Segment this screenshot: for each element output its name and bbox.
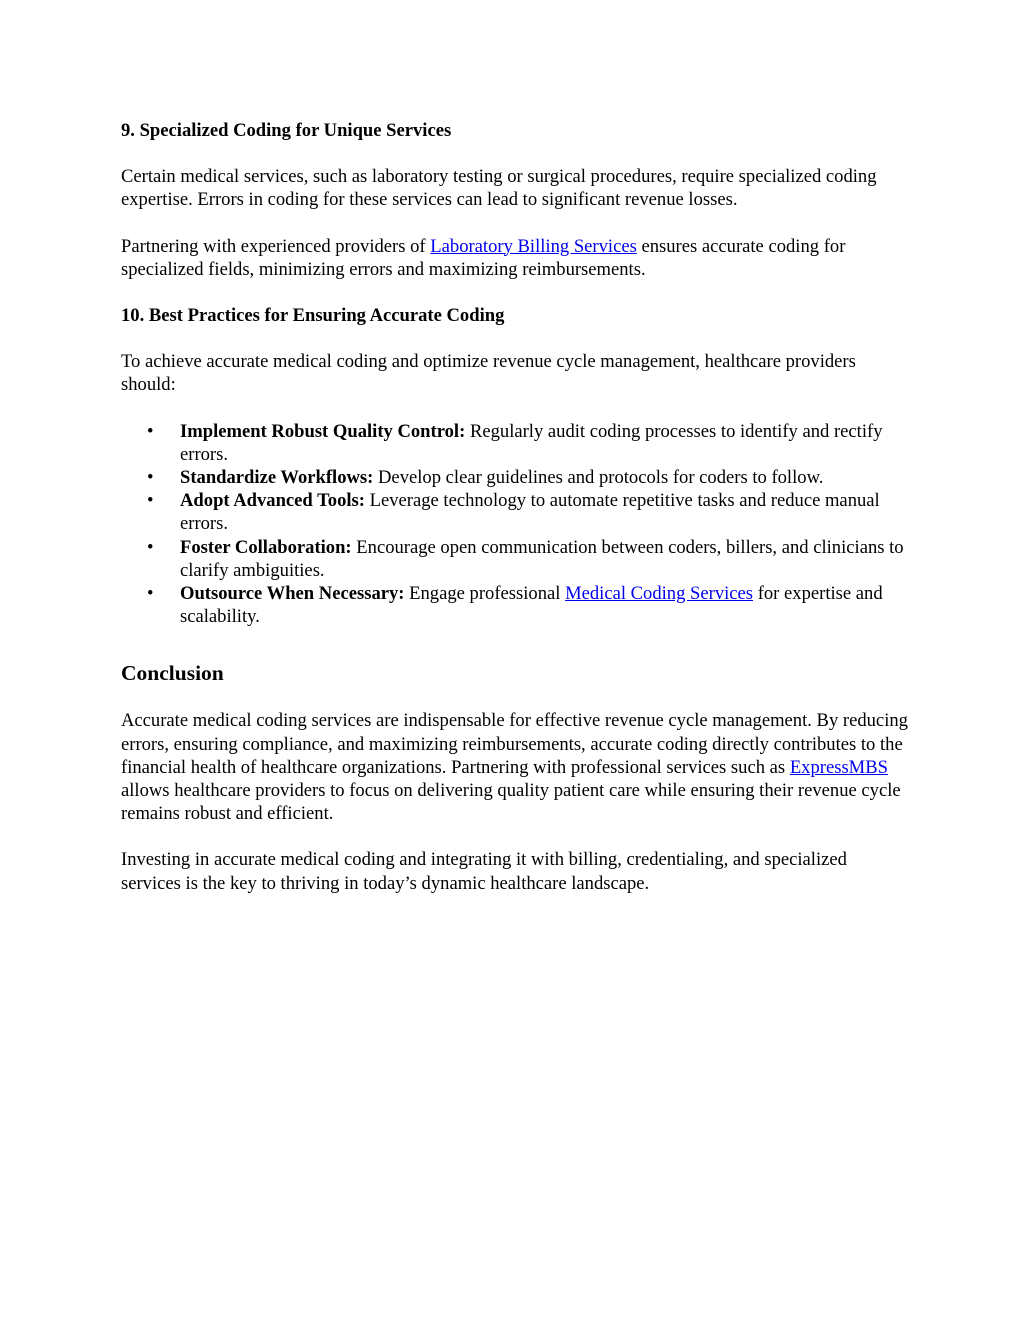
section-10-intro: To achieve accurate medical coding and optimize revenue cycle management, healthcare providers should:: [121, 351, 856, 396]
bullet-icon: •: [147, 536, 154, 558]
list-item-term: Standardize Workflows:: [180, 467, 374, 489]
list-item: [147, 420, 911, 466]
list-item: [147, 582, 911, 628]
list-item-text: Develop clear guidelines and protocols for coders to follow.: [373, 467, 824, 489]
conclusion-paragraph-1-text-after: allows healthcare providers to focus on delivering quality patient care while ensuring their revenue cycle remains robust and efficient.: [121, 780, 901, 825]
bullet-icon: •: [147, 490, 154, 512]
list-item-term: Outsource When Necessary:: [180, 583, 405, 605]
bullet-icon: •: [147, 467, 154, 489]
list-item-text: Leverage technology to automate repetitive tasks and reduce manual errors.: [180, 490, 880, 535]
list-item-text-after: for expertise and scalability.: [180, 583, 883, 628]
section-10-heading: 10. Best Practices for Ensuring Accurate Coding: [121, 305, 505, 327]
section-9-heading: 9. Specialized Coding for Unique Services: [121, 120, 452, 141]
document-page: [121, 119, 911, 918]
bullet-icon: •: [147, 420, 154, 442]
list-item-text: Regularly audit coding processes to identify and rectify errors.: [180, 420, 883, 465]
list-item-term: Foster Collaboration:: [180, 536, 352, 558]
laboratory-billing-services-link[interactable]: Laboratory Billing Services: [430, 235, 637, 257]
section-9-paragraph-2-text-after: ensures accurate coding for specialized fields, minimizing errors and maximizing reimbursements.: [121, 235, 846, 280]
list-item: [147, 466, 911, 489]
expressmbs-link[interactable]: ExpressMBS: [789, 756, 888, 778]
list-item-term: Implement Robust Quality Control:: [180, 420, 466, 442]
conclusion-heading: Conclusion: [121, 661, 224, 686]
bullet-icon: •: [147, 583, 154, 605]
list-item-text-before: Engage professional: [404, 583, 566, 605]
best-practices-list: [121, 420, 911, 629]
list-item: [147, 489, 911, 535]
list-item: [147, 536, 911, 582]
conclusion-paragraph-2: Investing in accurate medical coding and integrating it with billing, credentialing, and specialized services is the key to thriving in today’s dynamic healthcare landscape.: [121, 849, 847, 894]
list-item-term: Adopt Advanced Tools:: [180, 490, 365, 512]
section-9-paragraph-1: Certain medical services, such as laboratory testing or surgical procedures, require specialized coding expertise. Errors in coding for these services can lead to significant revenue losses.: [121, 166, 877, 211]
medical-coding-services-link[interactable]: Medical Coding Services: [565, 583, 754, 605]
conclusion-paragraph-1-text-before: Accurate medical coding services are indispensable for effective revenue cycle management. By reducing errors, ensuring compliance, and maximizing reimbursements, accurate coding directly contributes to the financial health of healthcare organizations. Partnering with professional services such as: [121, 710, 908, 778]
conclusion-paragraph-1: [121, 709, 911, 825]
section-9-paragraph-2: [121, 235, 911, 281]
section-9-paragraph-2-text-before: Partnering with experienced providers of: [121, 235, 431, 257]
list-item-text: Encourage open communication between coders, billers, and clinicians to clarify ambiguities.: [180, 536, 904, 581]
